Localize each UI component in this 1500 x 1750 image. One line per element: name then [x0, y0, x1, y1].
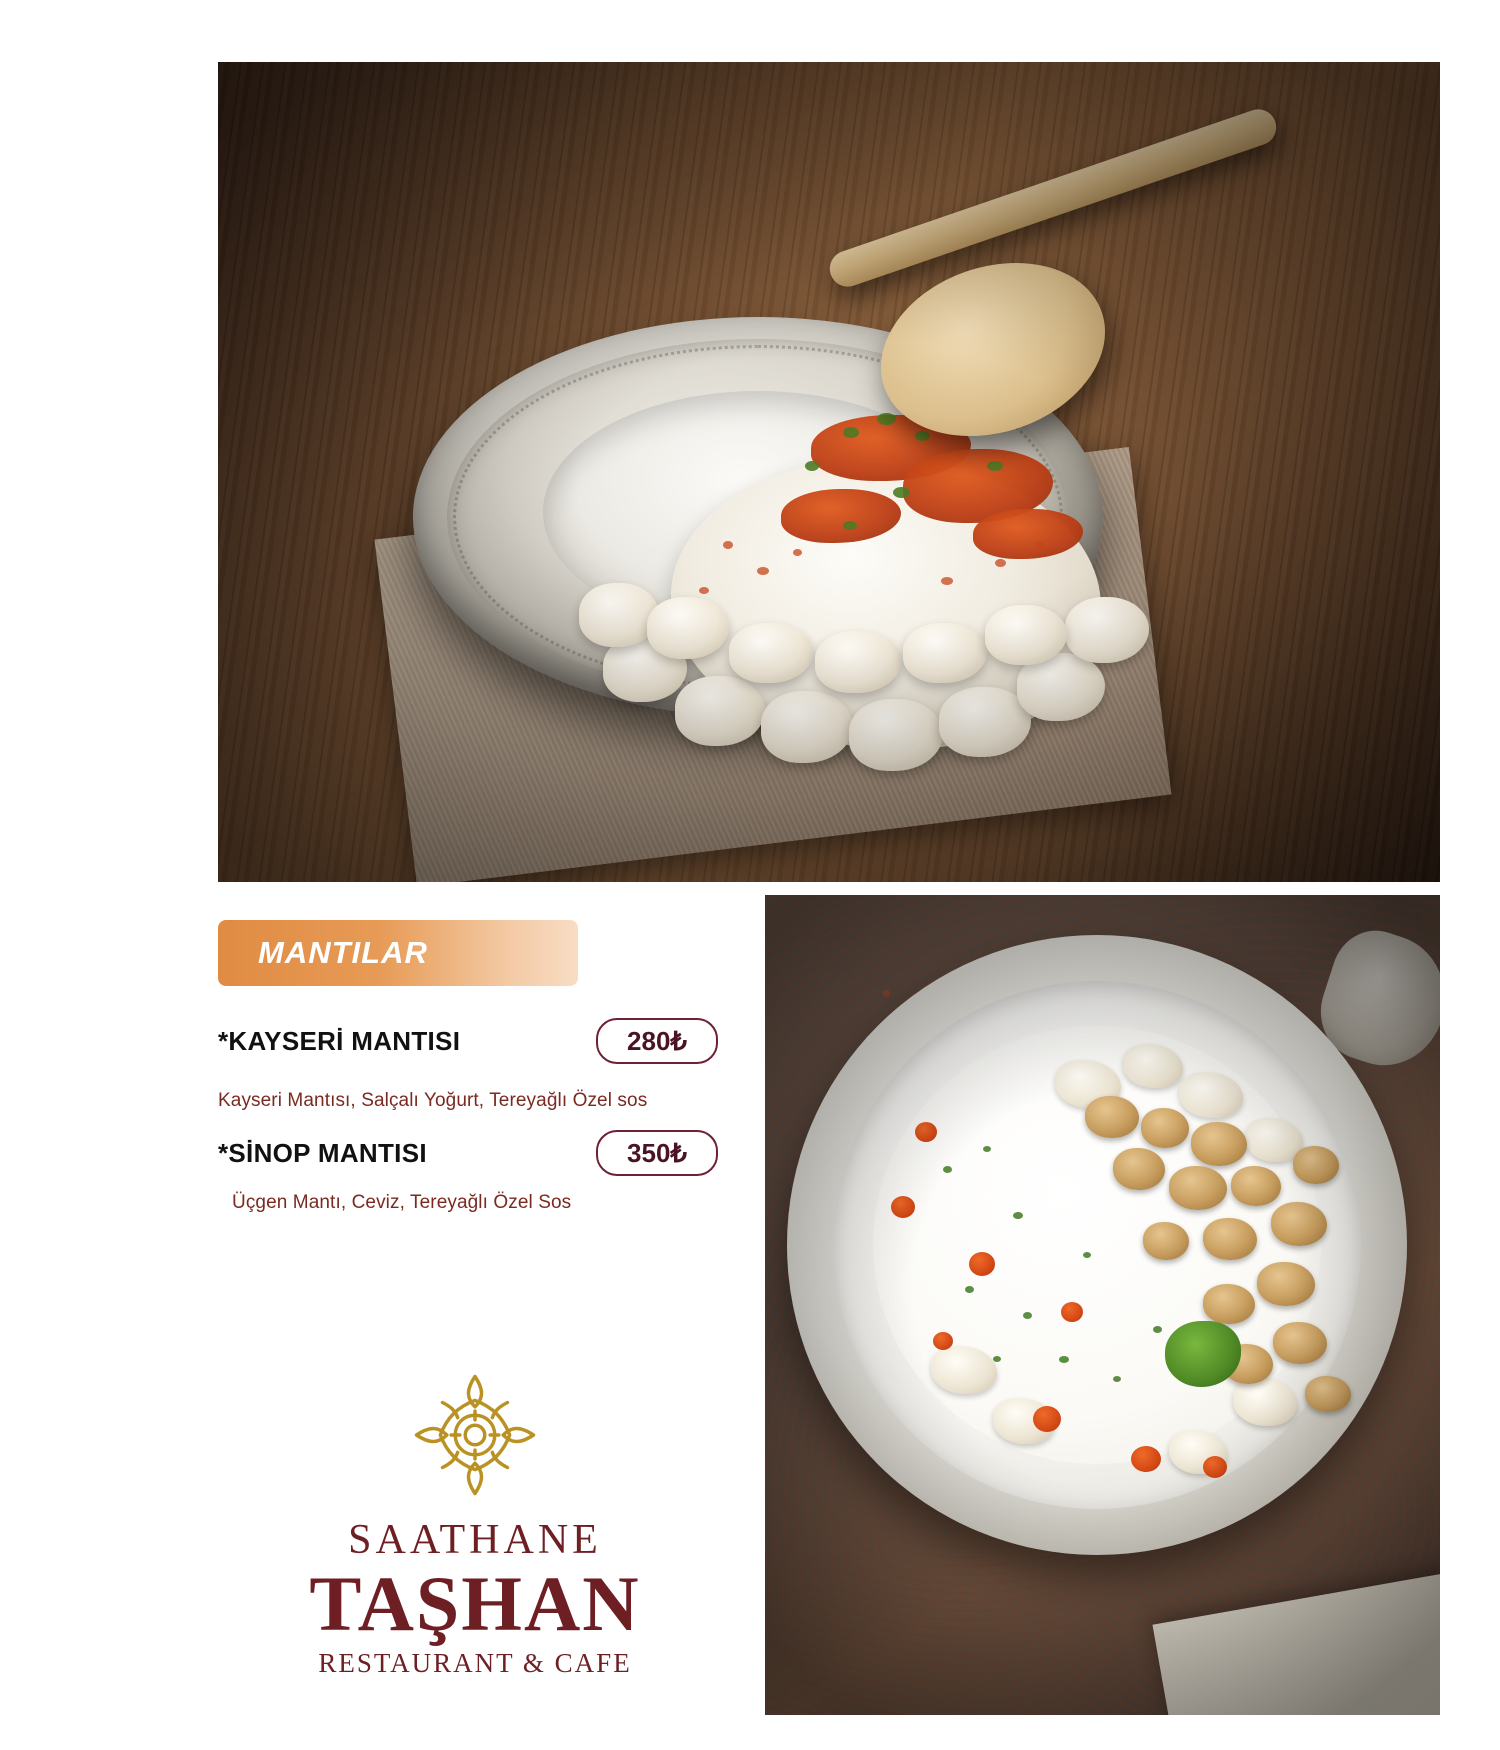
menu-item-name: *SİNOP MANTISI: [218, 1137, 427, 1168]
logo-subtitle: RESTAURANT & CAFE: [318, 1648, 632, 1679]
menu-item-price: 350₺: [596, 1130, 718, 1176]
menu-item-description: Üçgen Mantı, Ceviz, Tereyağlı Özel Sos: [232, 1192, 572, 1213]
brand-logo: [290, 1370, 660, 1679]
menu-section: [218, 920, 728, 1214]
menu-item-row[interactable]: [218, 1130, 728, 1176]
photo-vignette: [765, 895, 1440, 1715]
photo-vignette: [218, 62, 1440, 882]
ornament-icon: [410, 1370, 540, 1500]
menu-item-name: *KAYSERİ MANTISI: [218, 1025, 461, 1056]
menu-item-description: Kayseri Mantısı, Salçalı Yoğurt, Tereyağlı Özel sos: [218, 1090, 648, 1111]
menu-item-row[interactable]: [218, 1018, 728, 1064]
hero-food-photo: [218, 62, 1440, 882]
menu-item-price: 280₺: [596, 1018, 718, 1064]
second-food-photo: [765, 895, 1440, 1715]
logo-main-text: TAŞHAN: [309, 1560, 641, 1647]
logo-top-text: SAATHANE: [348, 1517, 602, 1563]
section-title: MANTILAR: [258, 935, 428, 970]
section-banner: [218, 920, 578, 986]
